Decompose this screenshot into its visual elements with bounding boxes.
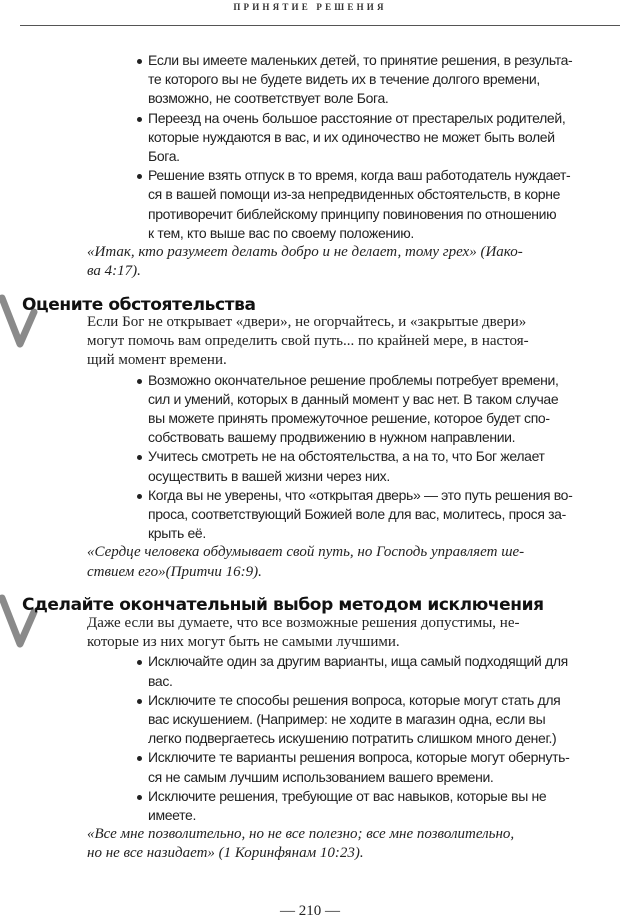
bullet-item-line: к тем, кто выше вас по своему положению.: [148, 224, 414, 241]
bullet-item-line: Переезд на очень большое расстояние от престарелых родителей,: [148, 110, 565, 126]
bullet-icon: [137, 379, 142, 384]
bullet-item-line: возможно, не соответствует воле Бога.: [148, 90, 389, 107]
scripture-quote-line: ва 4:17).: [87, 263, 141, 280]
paragraph-line: Если Бог не открывает «двери», не огорчайтесь, и «закрытые двери»: [87, 314, 527, 330]
bullet-item-line: крыть её.: [148, 525, 206, 542]
bullet-icon: [137, 660, 142, 665]
bullet-icon: [137, 756, 142, 761]
bullet-item-line: те которого вы не будете видеть их в течение долгого времени,: [148, 71, 540, 88]
scripture-quote-line: ствием его»(Притчи 16:9).: [87, 563, 262, 580]
bullet-item-line: Если вы имеете маленьких детей, то принятие решения, в результа-: [148, 52, 572, 68]
bullet-item-line: Когда вы не уверены, что «открытая дверь» — это путь решения во-: [148, 487, 572, 503]
running-head: ПРИНЯТИЕ РЕШЕНИЯ: [233, 2, 387, 12]
paragraph-line: которые из них могут быть не самыми лучшими.: [87, 634, 400, 651]
paragraph-line: могут помочь вам определить свой путь... по крайней мере, в настоя-: [87, 333, 529, 350]
bullet-item-line: вы можете принять промежуточное решение, которое будет спо-: [148, 410, 550, 426]
bullet-item-line: проса, соответствующий Божией воле для вас, молитесь, прося за-: [148, 506, 566, 522]
bullet-item-line: Возможно окончательное решение проблемы потребует времени,: [148, 372, 559, 388]
bullet-icon: [137, 117, 142, 122]
bullet-icon: [137, 59, 142, 64]
bullet-item-line: Решение взять отпуск в то время, когда ваш работодатель нуждает-: [148, 167, 570, 183]
paragraph-line: щий момент времени.: [87, 352, 227, 369]
bullet-icon: [137, 795, 142, 800]
bullet-item-line: Бога.: [148, 148, 180, 164]
bullet-item-line: ся не самым лучшим использованием вашего времени.: [148, 768, 494, 785]
paragraph-line: Даже если вы думаете, что все возможные решения допустимы, не-: [87, 615, 520, 631]
bullet-item-line: ся в вашей помощи из-за непредвиденных обстоятельств, в корне: [148, 186, 561, 203]
bullet-item-line: имеете.: [148, 807, 197, 823]
bullet-item-line: Исключите те способы решения вопроса, которые могут стать для: [148, 692, 560, 708]
page-number: — 210 —: [280, 903, 340, 919]
bullet-item-line: сил и умений, которых в данный момент у вас нет. В таком случае: [148, 390, 559, 407]
bullet-icon: [137, 699, 142, 704]
scripture-quote-line: «Все мне позволительно, но не все полезно; все мне позволительно,: [87, 826, 515, 843]
scripture-quote-line: «Сердце человека обдумывает свой путь, но Господь управляет ше-: [87, 544, 525, 561]
bullet-item-line: Учитесь смотреть не на обстоятельства, а на то, что Бог желает: [148, 448, 545, 464]
bullet-item-line: осуществить в вашей жизни через них.: [148, 467, 390, 484]
bullet-item-line: Исключайте один за другим варианты, ища самый подходящий для: [148, 653, 568, 669]
bullet-item-line: вас искушением. (Например: не ходите в магазин одна, если вы: [148, 711, 546, 727]
scripture-quote-line: но не все назидает» (1 Коринфянам 10:23).: [87, 845, 364, 862]
bullet-item-line: Исключите те варианты решения вопроса, которые могут обернуть-: [148, 749, 569, 765]
bullet-item-line: Исключите решения, требующие от вас навыков, которые вы не: [148, 788, 546, 804]
scripture-quote-line: «Итак, кто разумеет делать добро и не делает, тому грех» (Иако-: [87, 244, 523, 260]
bullet-item-line: противоречит библейскому принципу повиновения по отношению: [148, 205, 557, 222]
section-heading-circumstances: Оцените обстоятельства: [22, 295, 256, 315]
bullet-item-line: которые нуждаются в вас, и их одиночество не может быть волей: [148, 128, 555, 145]
header-rule: [20, 25, 620, 26]
bullet-item-line: легко подвергаетесь искушению потратить слишком много денег.): [148, 730, 557, 747]
bullet-icon: [137, 494, 142, 499]
bullet-icon: [137, 174, 142, 179]
bullet-icon: [137, 455, 142, 460]
bullet-item-line: вас.: [148, 672, 173, 689]
section-heading-elimination: Сделайте окончательный выбор методом исключения: [22, 595, 544, 615]
bullet-item-line: собствовать вашему продвижению в нужном направлении.: [148, 429, 516, 446]
